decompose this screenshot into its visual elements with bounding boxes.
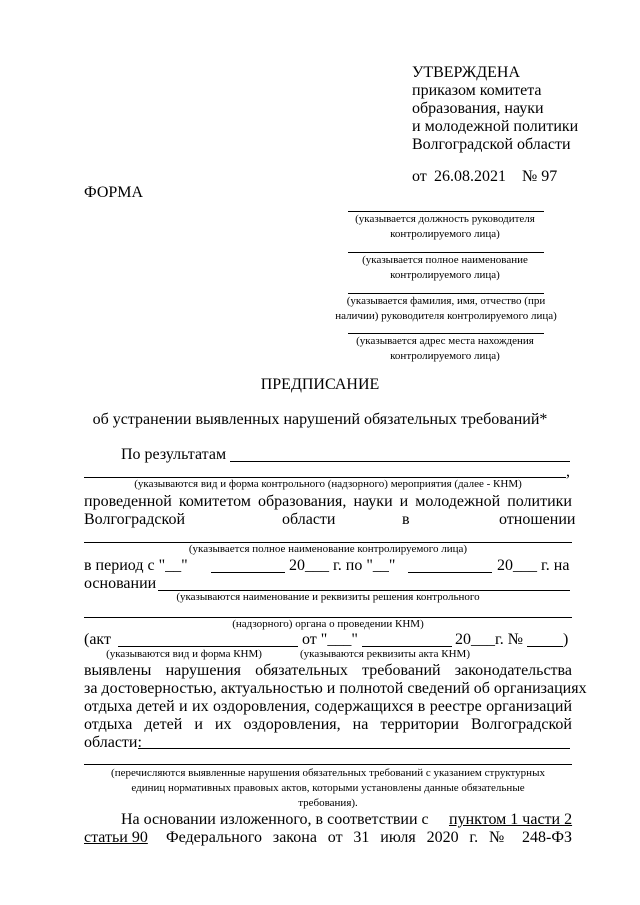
approval-title: УТВЕРЖДЕНА bbox=[412, 64, 521, 81]
basis-label: основании bbox=[84, 575, 157, 592]
decision-hint: (указываются наименование и реквизиты решения контрольного bbox=[176, 591, 480, 603]
addressee-hint: (указывается адрес места нахождения контролируемого лица) bbox=[356, 335, 534, 362]
act-type-hint: (указываются вид и форма КНМ) bbox=[106, 648, 262, 660]
approval-line: Волгоградской области bbox=[412, 136, 571, 153]
violations-region: области: bbox=[84, 734, 142, 751]
violations-line: за достоверностью, актуальностью и полнотой сведений об организациях bbox=[84, 680, 587, 697]
region-word: области bbox=[282, 511, 336, 528]
period-mid: 20___ г. по "__" bbox=[289, 557, 396, 574]
knm-type-hint: (указываются вид и форма контрольного (надзорного) мероприятия (далее - КНМ) bbox=[134, 478, 522, 490]
law-article-link[interactable]: статьи 90 bbox=[84, 829, 148, 846]
period-start: в период с "__" bbox=[84, 557, 188, 574]
act-details-hint: (указываются реквизиты акта КНМ) bbox=[300, 648, 470, 660]
results-label: По результатам bbox=[121, 446, 227, 463]
violations-line: отдыха детей и их оздоровления, на территории Волгоградской bbox=[84, 716, 572, 733]
region-word: отношении bbox=[499, 511, 576, 528]
approval-line: приказом комитета bbox=[412, 82, 542, 99]
approval-date: 26.08.2021 bbox=[434, 168, 506, 185]
form-label: ФОРМА bbox=[84, 184, 144, 201]
federal-law-text: Федерального закона от 31 июля 2020 г. № 248-ФЗ bbox=[166, 829, 572, 846]
period-end-month-line bbox=[408, 572, 492, 573]
act-date: от "___" bbox=[302, 631, 358, 648]
entity-name-hint: (указывается полное наименование контролируемого лица) bbox=[188, 543, 468, 555]
results-fill-line bbox=[230, 461, 570, 462]
violations-list-line bbox=[84, 764, 572, 765]
act-number-line bbox=[527, 646, 563, 647]
comma: , bbox=[566, 463, 570, 480]
violations-hint: (перечисляются выявленные нарушения обязательных требований с указанием структурных единиц нормативных правовых актов, которыми установлены данные обязательные требования). bbox=[111, 767, 545, 809]
approval-number: № 97 bbox=[522, 168, 558, 185]
period-start-month-line bbox=[211, 572, 285, 573]
approval-line: образования, науки bbox=[412, 100, 544, 117]
approval-line: и молодежной политики bbox=[412, 118, 579, 135]
addressee-hint: (указывается должность руководителя контролируемого лица) bbox=[355, 213, 535, 240]
decision-hint-2: (надзорного) органа о проведении КНМ) bbox=[232, 618, 424, 630]
act-year: 20___г. № bbox=[455, 631, 524, 648]
document-subtitle: об устранении выявленных нарушений обязательных требований* bbox=[92, 411, 548, 428]
law-point-link[interactable]: пунктом 1 части 2 bbox=[449, 811, 573, 828]
violations-line: отдыха детей и их оздоровления, содержащихся в реестре организаций bbox=[84, 698, 572, 715]
violations-fill-line bbox=[138, 748, 570, 749]
document-title: ПРЕДПИСАНИЕ bbox=[260, 376, 380, 393]
addressee-hint: (указывается полное наименование контролируемого лица) bbox=[362, 254, 528, 281]
region-word: в bbox=[402, 511, 410, 528]
conducted-line: проведенной комитетом образования, науки и молодежной политики bbox=[84, 493, 572, 510]
addressee-hint: (указывается фамилия, имя, отчество (при наличии) руководителя контролируемого лица) bbox=[335, 295, 557, 322]
violations-line: выявлены нарушения обязательных требований законодательства bbox=[84, 662, 572, 679]
approval-date-prefix: от bbox=[412, 168, 427, 185]
act-open: (акт bbox=[84, 631, 111, 648]
basis-paragraph-start: На основании изложенного, в соответствии с bbox=[121, 811, 429, 828]
region-word: Волгоградской bbox=[84, 511, 186, 528]
period-end: 20___ г. на bbox=[497, 557, 570, 574]
act-close: ) bbox=[563, 631, 569, 648]
